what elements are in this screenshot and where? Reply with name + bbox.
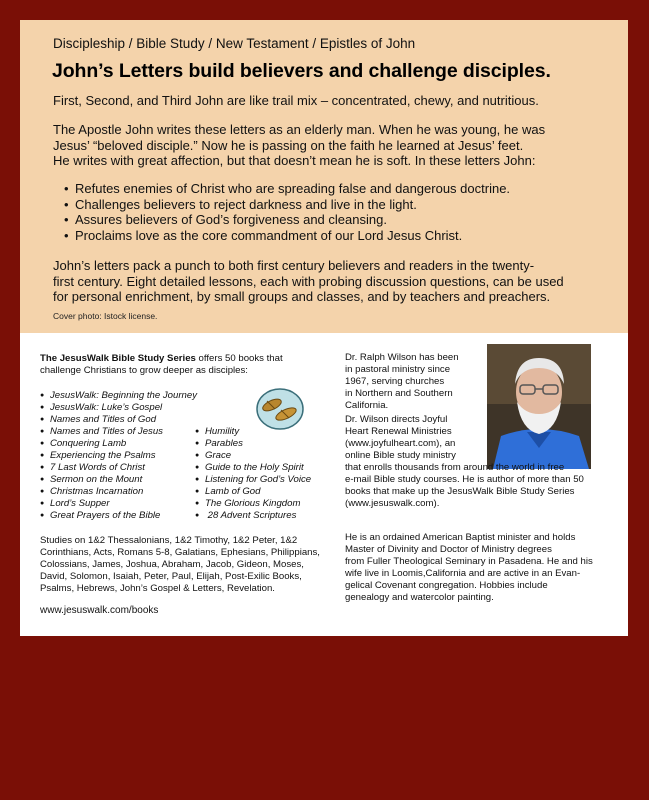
bullet-list (64, 181, 510, 243)
bio-line: (www.joyfulheart.com), an (345, 438, 456, 449)
book-title: ● Great Prayers of the Bible (40, 510, 197, 522)
breadcrumb: Discipleship / Bible Study / New Testament / Epistles of John (53, 36, 416, 51)
bullet-item: • Refutes enemies of Christ who are spreading false and dangerous doctrine. (64, 181, 510, 197)
intro-paragraph (53, 122, 613, 169)
book-title: ● JesusWalk: Beginning the Journey (40, 390, 197, 402)
bio-line: books that make up the JesusWalk Bible Study Series (345, 486, 575, 497)
book-title: ● Guide to the Holy Spirit (195, 462, 311, 474)
book-title: ● Names and Titles of Jesus (40, 426, 197, 438)
summary-paragraph (53, 258, 564, 305)
author-bio-paragraph-2 (345, 414, 584, 510)
bio-line: (www.jesuswalk.com). (345, 498, 440, 509)
studies-line: Psalms, Hebrews, John’s Gospel & Letters, Revelation. (40, 583, 275, 594)
book-title: ● JesusWalk: Luke’s Gospel (40, 402, 197, 414)
book-title: ● Sermon on the Mount (40, 474, 197, 486)
description-panel (20, 20, 628, 333)
series-text-line2: challenge Christians to grow deeper as disciples: (40, 365, 248, 376)
book-title: ● 28 Advent Scriptures (195, 510, 311, 522)
bullet-item: • Challenges believers to reject darkness and live in the light. (64, 197, 510, 213)
intro-line: Jesus’ “beloved disciple.” Now he is passing on the faith he learned at Jesus’ feet. (53, 137, 524, 153)
book-title: ● 7 Last Words of Christ (40, 462, 197, 474)
book-title: ● Experiencing the Psalms (40, 450, 197, 462)
summary-line: first century. Eight detailed lessons, each with probing discussion questions, can be used (53, 273, 564, 289)
book-title: ● Lamb of God (195, 486, 311, 498)
tagline: First, Second, and Third John are like trail mix – concentrated, chewy, and nutritious. (53, 93, 539, 108)
book-title: ● Parables (195, 438, 311, 450)
bio-line: Dr. Ralph Wilson has been (345, 352, 459, 363)
series-intro (40, 353, 340, 377)
cover-photo-credit: Cover photo: Istock license. (53, 311, 158, 321)
studies-line: Corinthians, Acts, Romans 5-8, Galatians, Ephesians, Philippians, (40, 547, 320, 558)
summary-line: for personal enrichment, by small groups and classes, and by teachers and preachers. (53, 289, 551, 304)
bio-line: California. (345, 400, 389, 411)
bio-line: in Northern and Southern (345, 388, 453, 399)
studies-list (40, 535, 350, 595)
summary-line: John’s letters pack a punch to both first century believers and readers in the twenty- (53, 258, 535, 273)
bio-line: Heart Renewal Ministries (345, 426, 452, 437)
book-list-column-1 (40, 390, 197, 522)
bio-line: e-mail Bible study courses. He is author of more than 50 (345, 474, 584, 485)
bio-line: genealogy and watercolor painting. (345, 592, 494, 603)
sandals-logo-icon (255, 387, 305, 431)
book-title: ● The Glorious Kingdom (195, 498, 311, 510)
bio-line: that enrolls thousands from around the world in free (345, 462, 565, 473)
bio-line: Master of Divinity and Doctor of Ministry degrees (345, 544, 552, 555)
bio-line: gelical Covenant congregation. Hobbies include (345, 580, 548, 591)
intro-line: He writes with great affection, but that doesn’t mean he is soft. In these letters John: (53, 153, 536, 168)
intro-line: The Apostle John writes these letters as an elderly man. When he was young, he was (53, 122, 546, 137)
bio-line: wife live in Loomis,California and are active in an Evan- (345, 568, 581, 579)
studies-line: David, Solomon, Isaiah, Peter, Paul, Elijah, Post-Exilic Books, (40, 571, 302, 582)
bio-line: 1967, serving churches (345, 376, 445, 387)
book-headline: John’s Letters build believers and challenge disciples. (52, 60, 551, 82)
author-bio-paragraph-3 (345, 532, 593, 604)
series-text: offers 50 books that (195, 353, 283, 364)
books-website: www.jesuswalk.com/books (40, 605, 159, 616)
bio-line: in pastoral ministry since (345, 364, 451, 375)
bio-line: from Fuller Theological Seminary in Pasadena. He and his (345, 556, 593, 567)
bullet-item: • Proclaims love as the core commandment of our Lord Jesus Christ. (64, 228, 510, 244)
bio-line: Dr. Wilson directs Joyful (345, 414, 448, 425)
book-title: ● Conquering Lamb (40, 438, 197, 450)
book-title: ● Lord’s Supper (40, 498, 197, 510)
bio-line: online Bible study ministry (345, 450, 456, 461)
book-title: ● Grace (195, 450, 311, 462)
series-name: The JesusWalk Bible Study Series (40, 353, 196, 364)
book-title: ● Humility (195, 426, 311, 438)
book-title: ● Names and Titles of God (40, 414, 197, 426)
author-bio-paragraph-1 (345, 352, 459, 412)
studies-line: Studies on 1&2 Thessalonians, 1&2 Timothy, 1&2 Peter, 1&2 (40, 535, 298, 546)
studies-line: Colossians, James, Joshua, Abraham, Jacob, Gideon, Moses, (40, 559, 304, 570)
book-title: ● Christmas Incarnation (40, 486, 197, 498)
back-cover (20, 20, 628, 636)
book-list-column-2 (195, 426, 311, 522)
book-title: ● Listening for God’s Voice (195, 474, 311, 486)
bullet-item: • Assures believers of God’s forgiveness and cleansing. (64, 212, 510, 228)
bio-line: He is an ordained American Baptist minister and holds (345, 532, 576, 543)
